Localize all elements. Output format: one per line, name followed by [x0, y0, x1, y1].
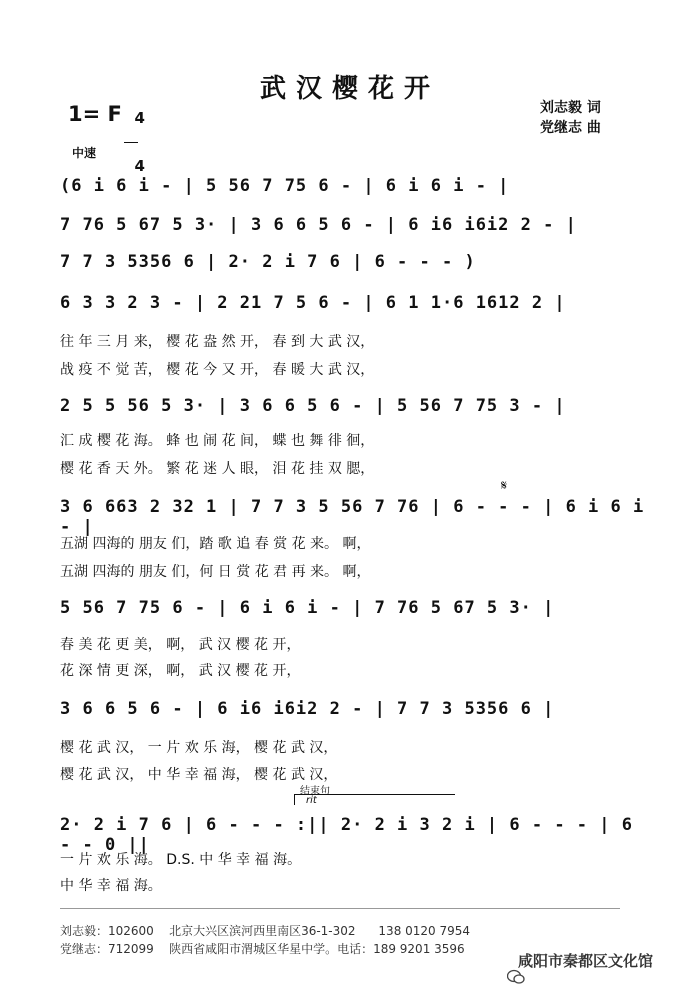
- notation-row: 3 6 663 2 32 1 | 7 7 3 5 56 7 76 | 6 - - - | 6 i 6 i - |: [60, 497, 645, 537]
- notation-row: 6 3 3 2 3 - | 2 21 7 5 6 - | 6 1 1·6 1612 2 |: [60, 293, 566, 313]
- ending-bracket: [294, 794, 455, 805]
- lyric-row: 樱 花 武 汉， 一 片 欢 乐 海， 樱 花 武 汉，: [60, 740, 338, 756]
- composer-credit: 党继志 曲: [540, 120, 601, 136]
- notation-row: 5 56 7 75 6 - | 6 i 6 i - | 7 76 5 67 5 3· |: [60, 598, 555, 618]
- lyric-row: 五湖 四海的 朋友 们，踏 歌 追 春 赏 花 来。 啊，: [60, 536, 371, 552]
- lyric-row: 樱 花 武 汉， 中 华 幸 福 海， 樱 花 武 汉，: [60, 767, 338, 783]
- notation-row: 2 5 5 56 5 3· | 3 6 6 5 6 - | 5 56 7 75 3 - |: [60, 396, 566, 416]
- key-signature: 1= F: [68, 102, 122, 126]
- ending-label: 结束句: [300, 786, 330, 797]
- footer-divider: [60, 908, 620, 909]
- lyric-row: 战 疫 不 觉 苦， 樱 花 今 又 开， 春 暖 大 武 汉，: [60, 362, 375, 378]
- notation-row: 7 7 3 5356 6 | 2· 2 i 7 6 | 6 - - - ): [60, 252, 476, 272]
- lyricist-credit: 刘志毅 词: [540, 100, 601, 116]
- lyric-row: 一 片 欢 乐 海。 D.S. 中 华 幸 福 海。: [60, 852, 302, 868]
- lyric-row: 中 华 幸 福 海。: [60, 878, 162, 894]
- lyric-row: 往 年 三 月 来， 樱 花 盎 然 开， 春 到 大 武 汉，: [60, 334, 375, 350]
- time-signature-bottom: 4: [134, 157, 145, 175]
- lyric-row: 樱 花 香 天 外。 繁 花 迷 人 眼， 泪 花 挂 双 腮，: [60, 461, 375, 477]
- tempo-marking: 中速: [72, 146, 97, 160]
- footer-contact-lyricist: 刘志毅：102600 北京大兴区滨河西里南区36-1-302 138 0120 7954: [60, 924, 471, 938]
- watermark-text: 咸阳市秦都区文化馆: [518, 952, 654, 970]
- time-signature: [124, 96, 145, 175]
- segno-sign: 𝄋: [501, 478, 508, 494]
- lyric-row: 汇 成 樱 花 海。 蜂 也 闹 花 间， 蝶 也 舞 徘 徊，: [60, 433, 375, 449]
- notation-row: (6 i 6 i - | 5 56 7 75 6 - | 6 i 6 i - |: [60, 176, 510, 196]
- rit-marking: rit: [306, 795, 317, 806]
- song-title: 武汉樱花开: [259, 74, 440, 104]
- notation-row: 2· 2 i 7 6 | 6 - - - :|| 2· 2 i 3 2 i | 6 - - - | 6 - - 0 ||: [60, 815, 633, 855]
- notation-row: 7 76 5 67 5 3· | 3 6 6 5 6 - | 6 i6 i6i2 2 - |: [60, 215, 577, 235]
- footer-contact-composer: 党继志：712099 陕西省咸阳市渭城区华星中学。电话：189 9201 3596: [60, 942, 465, 956]
- lyric-row: 花 深 情 更 深， 啊， 武 汉 樱 花 开，: [60, 663, 301, 679]
- time-signature-rule: [124, 142, 138, 143]
- time-signature-top: 4: [134, 109, 145, 127]
- lyric-row: 春 美 花 更 美， 啊， 武 汉 樱 花 开，: [60, 637, 301, 653]
- notation-row: 3 6 6 5 6 - | 6 i6 i6i2 2 - | 7 7 3 5356 6 |: [60, 699, 555, 719]
- lyric-row: 五湖 四海的 朋友 们，何 日 赏 花 君 再 来。 啊，: [60, 564, 371, 580]
